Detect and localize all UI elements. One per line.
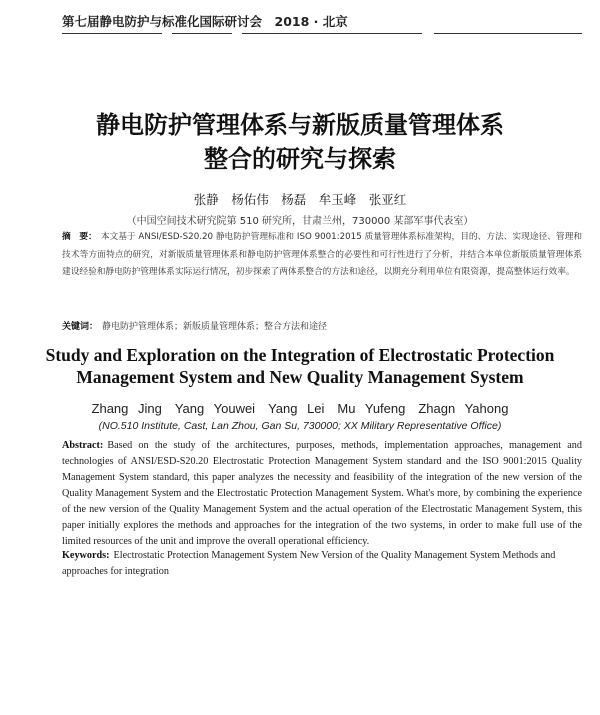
chinese-affiliation: （中国空间技术研究院第 510 研究所，甘肃兰州，730000 某部军事代表室）: [126, 216, 474, 227]
chinese-abstract-text: 本文基于 ANSI/ESD-S20.20 静电防护管理标准和 ISO 9001:2015 质量管理体系标准架构，目的、方法、实现途径、管理和技术等方面特点的研究，对新版质量管理体系和静电防护管理体系整合的必要性和可行性进行了分析，并结合本单位新版质量管理体系建设经验和静电防护管理体系实际运行情况，初步探索了两体系整合的方法和途径，以期充分利用单位有限资源，提高整体运行效率。: [62, 232, 583, 278]
english-abstract-label: Abstract:: [62, 440, 104, 451]
english-title-line2: Management System and New Quality Management System: [76, 367, 524, 387]
english-affiliation: (NO.510 Institute, Cast, Lan Zhou, Gan Su, 730000; XX Military Representative Office): [98, 420, 502, 432]
english-keywords: [62, 548, 582, 580]
chinese-keywords: [62, 318, 582, 336]
english-abstract-text: Based on the study of the architectures, purposes, methods, implementation approaches, management and technologies of ANSI/ESD-S20.20 Electrostatic Protection Management System standard and the ISO 9001:2015 Quality Management System standard, this paper analyzes the necessity and feasibility of the integration of the new version of the Quality Management System and the Electrostatic Protection Management System. What's more, by combining the experience of the new version of the Quality Management System and the actual operation of the Electrostatic Management System, this paper initially explores the methods and approaches for the integration of the two systems, in order to make full use of the limited resources of the unit and improve the overall operational efficiency.: [62, 440, 582, 547]
chinese-keywords-text: 静电防护管理体系；新版质量管理体系；整合方法和途径: [102, 322, 328, 332]
english-keywords-text: Electrostatic Protection Management System New Version of the Quality Management System Methods and approaches for integration: [62, 550, 556, 577]
chinese-title-line2: 整合的研究与探索: [204, 144, 396, 173]
english-title-line1: Study and Exploration on the Integration of Electrostatic Protection: [45, 345, 555, 365]
english-abstract: [62, 438, 582, 550]
chinese-abstract-label: 摘 要：: [62, 232, 97, 242]
running-header: 第七届静电防护与标准化国际研讨会 2018 · 北京: [62, 14, 348, 29]
english-authors: Zhang Jing Yang Youwei Yang Lei Mu Yufeng Zhagn Yahong: [91, 401, 509, 416]
chinese-title-line1: 静电防护管理体系与新版质量管理体系: [96, 110, 504, 139]
english-keywords-label: Keywords:: [62, 550, 110, 561]
chinese-authors: 张静 杨佑伟 杨磊 牟玉峰 张亚红: [193, 192, 407, 207]
chinese-abstract: [62, 229, 582, 282]
chinese-keywords-label: 关键词：: [62, 322, 99, 332]
header-rule: [62, 33, 582, 34]
